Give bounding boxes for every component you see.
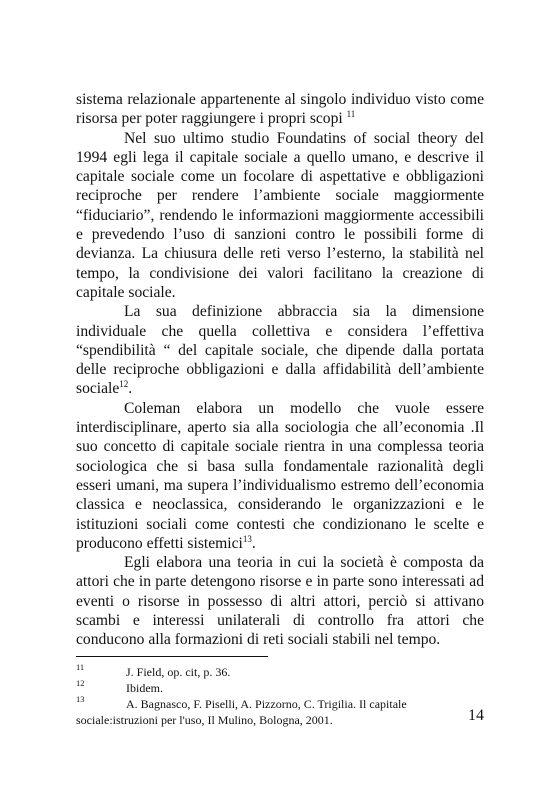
footnote-number: 13 <box>76 693 85 704</box>
footnote-number: 11 <box>76 661 85 672</box>
paragraph-3: La sua definizione abbraccia sia la dimensione individuale che quella collettiva e considera l’effettiva “spendibilità “ del capitale sociale, che dipende dalla portata delle reciproche obbligazioni e dalla affidabilità dell’ambiente sociale$^{12}$. <box>76 303 484 398</box>
footnote-number: 12 <box>76 677 85 688</box>
footnote-11 <box>76 661 484 680</box>
footnotes <box>76 661 484 728</box>
page-number: 14 <box>468 707 484 724</box>
footnote-ref-11[interactable]: 11 <box>346 109 356 120</box>
paragraph-5: Egli elabora una teoria in cui la società è composta da attori che in parte detengono risorse e in parte sono interessati ad eventi o risorse in possesso di altri attori, perciò si attivano scambi e interessi unilaterali di controllo fra attori che conducono alla formazioni di reti sociali stabili nel tempo. <box>76 554 484 649</box>
paragraph-4: Coleman elabora un modello che vuole essere interdisciplinare, aperto sia alla sociologia che all’economia .Il suo concetto di capitale sociale rientra in una complessa teoria sociologica che si basa sulla fondamentale razionalità degli esseri umani, ma supera l’individualismo estremo dell’economia classica e neoclassica, considerando le organizzazioni e le istituzioni sociali come contesti che condizionano le scelte e producono effetti sistemici$^{13}$. <box>76 399 484 552</box>
document-body <box>76 90 484 728</box>
footnote-text: J. Field, op. cit, p. 36. <box>126 664 231 679</box>
footnote-divider <box>76 656 268 657</box>
paragraph-1: sistema relazionale appartenente al singolo individuo visto come risorsa per poter raggiungere i propri scopi $^{11}$ <box>76 91 484 128</box>
footnote-ref-13[interactable]: 13 <box>242 533 252 544</box>
footnote-text-continued: sociale:istruzioni per l'uso, Il Mulino, Bologna, 2001. <box>76 712 333 727</box>
footnote-text: Ibidem. <box>126 680 163 695</box>
paragraph-2: Nel suo ultimo studio Foundatins of social theory del 1994 egli lega il capitale sociale a quello umano, e descrive il capitale sociale come un focolare di aspettative e obbligazioni reciproche per rendere l’ambiente sociale maggiormente “fiduciario”, rendendo le informazioni maggiormente accessibili e prevedendo l’uso di sanzioni contro le possibili forme di devianza. La chiusura delle reti verso l’esterno, la stabilità nel tempo, la condivisione dei valori facilitano la creazione di capitale sociale. <box>76 129 484 301</box>
footnote-text: A. Bagnasco, F. Piselli, A. Pizzorno, C. Trigilia. Il capitale <box>126 696 407 711</box>
footnote-12 <box>76 677 484 696</box>
footnote-ref-12[interactable]: 12 <box>119 379 129 390</box>
footnote-13 <box>76 693 484 728</box>
